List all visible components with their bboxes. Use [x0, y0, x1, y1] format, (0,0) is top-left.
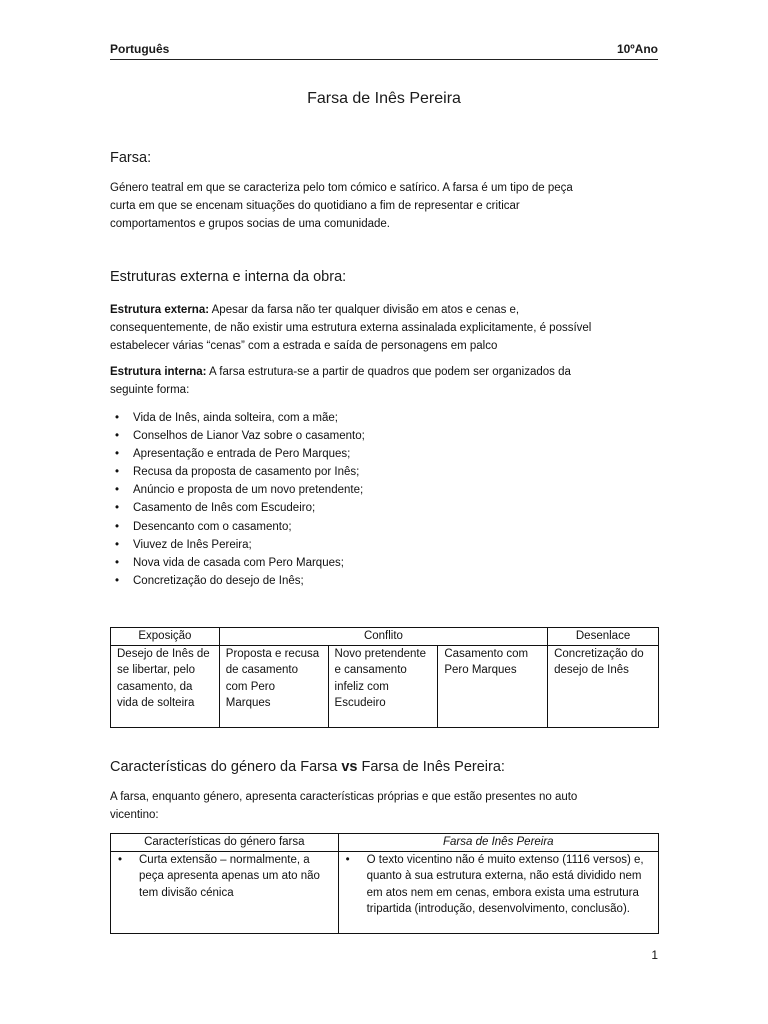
list-item-text: Recusa da proposta de casamento por Inês; [133, 466, 360, 479]
list-item-text: Apresentação e entrada de Pero Marques; [133, 448, 351, 461]
paragraph-caracteristicas [110, 788, 658, 824]
table-cell: Novo pretendente e cansamento infeliz com Escudeiro [328, 645, 438, 727]
list-item-text: Vida de Inês, ainda solteira, com a mãe; [133, 412, 338, 424]
table-cell: Concretização do desejo de Inês [548, 645, 659, 727]
text-line [110, 363, 658, 381]
table-cell: Proposta e recusa de casamento com Pero Marques [219, 645, 328, 727]
header-farsa-ines-pereira: Farsa de Inês Pereira [338, 834, 658, 852]
list-item [110, 409, 658, 427]
list-item [110, 481, 658, 499]
heading-farsa: Farsa: [110, 150, 152, 166]
bullet-icon: • [115, 538, 120, 551]
table-cell: Desejo de Inês de se libertar, pelo casamento, da vida de solteira [111, 645, 220, 727]
list-item [110, 445, 658, 463]
header-genero-farsa: Características do género farsa [111, 834, 339, 852]
bullet-icon: • [115, 448, 120, 461]
header-exposicao: Exposição [111, 628, 220, 646]
structure-table [110, 627, 659, 728]
list-item-text: Desencanto com o casamento; [133, 520, 292, 533]
text-line: consequentemente, de não existir uma estrutura externa assinalada explicitamente, é possível [110, 322, 592, 334]
heading-caracteristicas [110, 759, 505, 775]
bullet-list-quadros [110, 409, 658, 590]
text-line: estabelecer várias “cenas” com a estrada e saída de personagens em palco [110, 340, 498, 352]
text-line: vicentino: [110, 809, 159, 821]
bullet-icon: • [115, 412, 120, 424]
heading-part: Características do género da Farsa [110, 759, 342, 775]
header-conflito: Conflito [219, 628, 547, 646]
label-estrutura-interna: Estrutura interna: [110, 366, 207, 378]
table-row [111, 851, 659, 933]
table-header-row [111, 628, 659, 646]
list-item [110, 463, 658, 481]
list-item [110, 518, 658, 536]
list-item [110, 572, 658, 590]
text-line: comportamentos e grupos socias de uma comunidade. [110, 218, 390, 230]
paragraph-estrutura-externa [110, 301, 658, 355]
cell-text: O texto vicentino não é muito extenso (1116 versos) e, quanto à sua estrutura externa, não está dividido nem em atos nem em cenas, embora exista uma estrutura tripartida (introdução, desenvolvimento, conclusão). [366, 853, 644, 915]
label-estrutura-externa: Estrutura externa: [110, 304, 210, 316]
text-line: A farsa, enquanto género, apresenta características próprias e que estão presentes no auto [110, 791, 578, 803]
header-grade: 10ºAno [616, 42, 658, 56]
paragraph-farsa-definition [110, 179, 658, 233]
document-title: Farsa de Inês Pereira [307, 90, 461, 107]
list-item [110, 536, 658, 554]
heading-part: Farsa de Inês Pereira: [357, 759, 505, 775]
list-item [110, 554, 658, 572]
list-item-text: Casamento de Inês com Escudeiro; [133, 502, 316, 515]
comparison-table [110, 833, 659, 934]
table-header-row [111, 834, 659, 852]
table-row [111, 645, 659, 727]
cell-text: Curta extensão – normalmente, a peça apresenta apenas um ato não tem divisão cénica [139, 853, 320, 899]
bullet-icon: • [115, 484, 120, 497]
text-line: seguinte forma: [110, 384, 190, 396]
list-item [110, 427, 658, 445]
bullet-icon: • [115, 430, 120, 443]
page-number: 1 [651, 948, 658, 962]
list-item-text: Nova vida de casada com Pero Marques; [133, 556, 344, 569]
bullet-icon: • [345, 853, 350, 866]
paragraph-estrutura-interna [110, 363, 658, 399]
text-line: Género teatral em que se caracteriza pelo tom cómico e satírico. A farsa é um tipo de peça [110, 182, 573, 194]
list-item-text: Concretização do desejo de Inês; [133, 574, 304, 587]
table-cell: Casamento com Pero Marques [438, 645, 548, 727]
header-subject: Português [110, 42, 170, 56]
table-cell [111, 851, 339, 933]
text-line [110, 301, 658, 319]
bullet-icon: • [115, 574, 120, 587]
text-line: curta em que se encenam situações do quotidiano a fim de representar e criticar [110, 200, 520, 212]
list-item [110, 499, 658, 517]
bullet-icon: • [115, 466, 120, 479]
text-line-part: Apesar da farsa não ter qualquer divisão em atos e cenas e, [209, 304, 520, 316]
bullet-icon: • [115, 556, 120, 569]
list-item-text: Conselhos de Lianor Vaz sobre o casamento; [133, 430, 365, 443]
page-header [110, 42, 658, 60]
heading-vs: vs [341, 759, 358, 775]
header-desenlace: Desenlace [548, 628, 659, 646]
text-line-part: A farsa estrutura-se a partir de quadros que podem ser organizados da [206, 366, 571, 378]
list-item-text: Viuvez de Inês Pereira; [133, 538, 252, 551]
heading-estruturas: Estruturas externa e interna da obra: [110, 269, 347, 285]
list-item-text: Anúncio e proposta de um novo pretendente; [133, 484, 364, 497]
table-cell [338, 851, 658, 933]
bullet-icon: • [115, 520, 120, 533]
bullet-icon: • [118, 853, 123, 866]
bullet-icon: • [115, 502, 120, 515]
